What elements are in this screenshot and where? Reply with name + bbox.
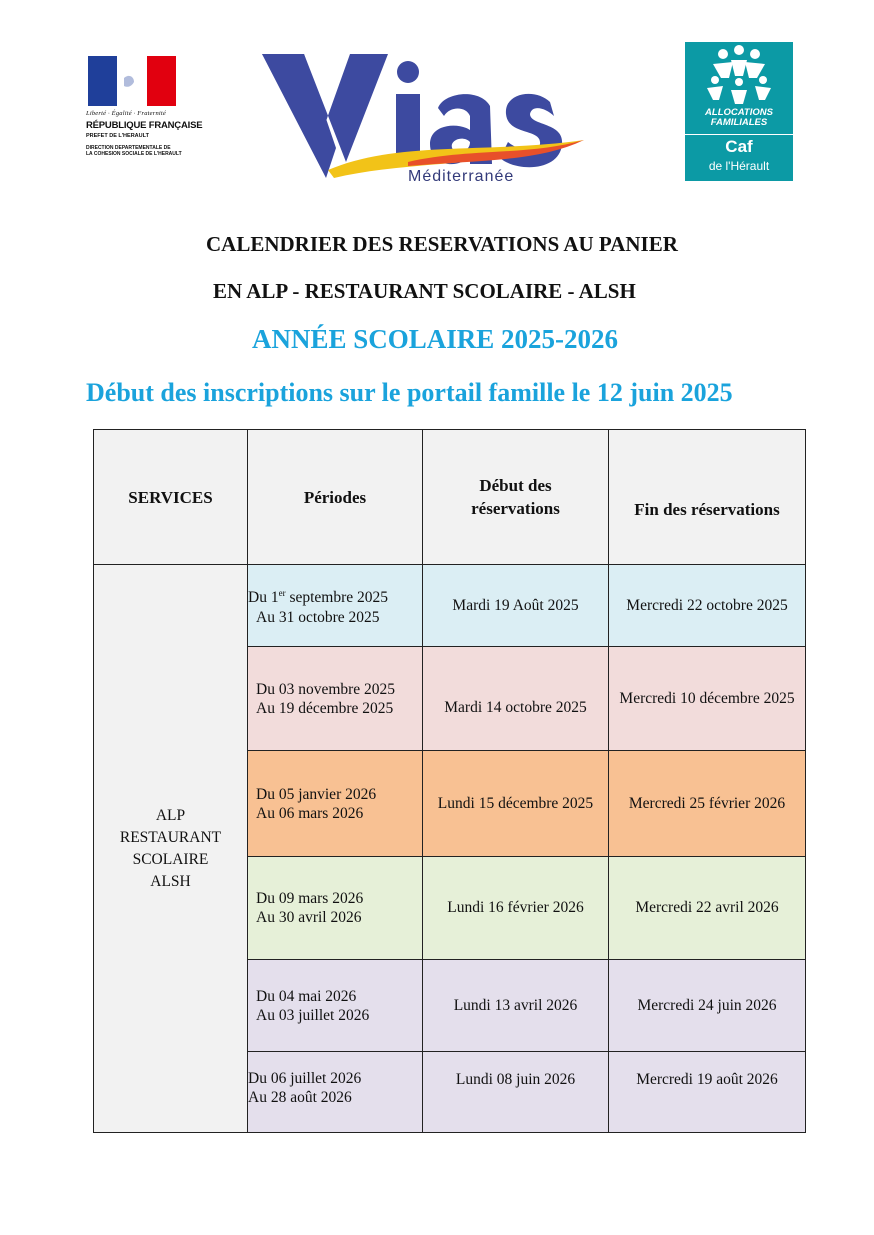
- header-debut: [423, 430, 609, 565]
- reservation-calendar-table: [93, 429, 806, 1133]
- header-debut-line2: réservations: [471, 499, 560, 518]
- fin-cell: Mercredi 10 décembre 2025: [609, 647, 806, 751]
- period-to: Au 30 avril 2026: [256, 909, 362, 926]
- header-periodes: Périodes: [248, 430, 423, 565]
- period-to: Au 03 juillet 2026: [256, 1006, 370, 1024]
- rf-name: RÉPUBLIQUE FRANÇAISE: [86, 120, 203, 131]
- period-to: Au 31 octobre 2025: [256, 608, 380, 626]
- caf-bottom: [685, 134, 793, 181]
- service-line2: RESTAURANT: [119, 828, 222, 846]
- service-cell: [94, 565, 248, 1133]
- caf-line2: FAMILIALES: [710, 117, 768, 128]
- school-year-title: ANNÉE SCOLAIRE 2025-2026: [252, 324, 619, 354]
- period-to: Au 28 août 2026: [248, 1089, 352, 1106]
- period-from-sup: er: [278, 588, 286, 599]
- fin-cell: Mercredi 22 octobre 2025: [609, 565, 806, 647]
- service-line3: SCOLAIRE: [132, 850, 209, 868]
- caf-dept: de l'Hérault: [708, 159, 770, 173]
- fin-cell: Mercredi 24 juin 2026: [609, 960, 806, 1052]
- header-debut-line1: Début des: [479, 476, 552, 495]
- period-from-suffix: septembre 2025: [285, 589, 389, 607]
- debut-cell: Lundi 13 avril 2026: [423, 960, 609, 1052]
- table-header-row: [94, 430, 806, 565]
- period-cell: [248, 960, 423, 1052]
- title-line-1: CALENDRIER DES RESERVATIONS AU PANIER: [206, 232, 678, 256]
- service-line1: ALP: [155, 806, 186, 824]
- debut-cell: Lundi 08 juin 2026: [423, 1052, 609, 1133]
- caf-logo: [685, 42, 793, 180]
- period-from: Du 09 mars 2026: [256, 890, 364, 907]
- registration-start-title: Début des inscriptions sur le portail famille le 12 juin 2025: [86, 378, 733, 407]
- debut-cell: Mardi 14 octobre 2025: [423, 647, 609, 751]
- title-line-2: EN ALP - RESTAURANT SCOLAIRE - ALSH: [213, 279, 636, 303]
- period-cell: [248, 1052, 423, 1133]
- caf-family-icon: [685, 42, 793, 106]
- vias-subtitle: Méditerranée: [408, 168, 515, 185]
- period-from: Du 04 mai 2026: [256, 987, 357, 1005]
- debut-cell: Lundi 16 février 2026: [423, 857, 609, 960]
- caf-brand: Caf: [725, 137, 753, 156]
- header-fin-text: Fin des réservations: [634, 499, 780, 519]
- fin-cell: Mercredi 19 août 2026: [609, 1052, 806, 1133]
- period-cell: [248, 647, 423, 751]
- period-to: Au 19 décembre 2025: [256, 699, 394, 717]
- debut-cell: Mardi 19 Août 2025: [423, 565, 609, 647]
- fin-cell: Mercredi 25 février 2026: [609, 751, 806, 857]
- period-from: Du 06 juillet 2026: [248, 1070, 362, 1087]
- period-to: Au 06 mars 2026: [256, 804, 364, 822]
- header-fin: [609, 430, 806, 565]
- period-from: [248, 584, 422, 607]
- table-row: [94, 565, 806, 647]
- fin-cell: Mercredi 22 avril 2026: [609, 857, 806, 960]
- period-cell: [248, 857, 423, 960]
- rf-direction-line1: DIRECTION DEPARTEMENTALE DE: [86, 145, 171, 151]
- debut-cell: Lundi 15 décembre 2025: [423, 751, 609, 857]
- caf-allocations: [685, 108, 793, 128]
- rf-direction: [86, 145, 186, 157]
- caf-line1: ALLOCATIONS: [705, 107, 773, 118]
- rf-direction-line2: LA COHESION SOCIALE DE L'HERAULT: [86, 151, 182, 157]
- period-cell: [248, 751, 423, 857]
- republique-francaise-logo: [86, 56, 203, 157]
- marianne-flag-icon: [88, 56, 176, 106]
- period-from: Du 05 janvier 2026: [256, 785, 377, 803]
- period-from: Du 03 novembre 2025: [256, 680, 396, 698]
- period-from-prefix: Du 1: [248, 589, 279, 607]
- rf-prefet: PREFET DE L'HERAULT: [86, 133, 149, 139]
- period-cell: [248, 565, 423, 647]
- service-line4: ALSH: [150, 872, 191, 890]
- header-services: SERVICES: [94, 430, 248, 565]
- rf-motto: Liberté · Égalité · Fraternité: [86, 110, 167, 117]
